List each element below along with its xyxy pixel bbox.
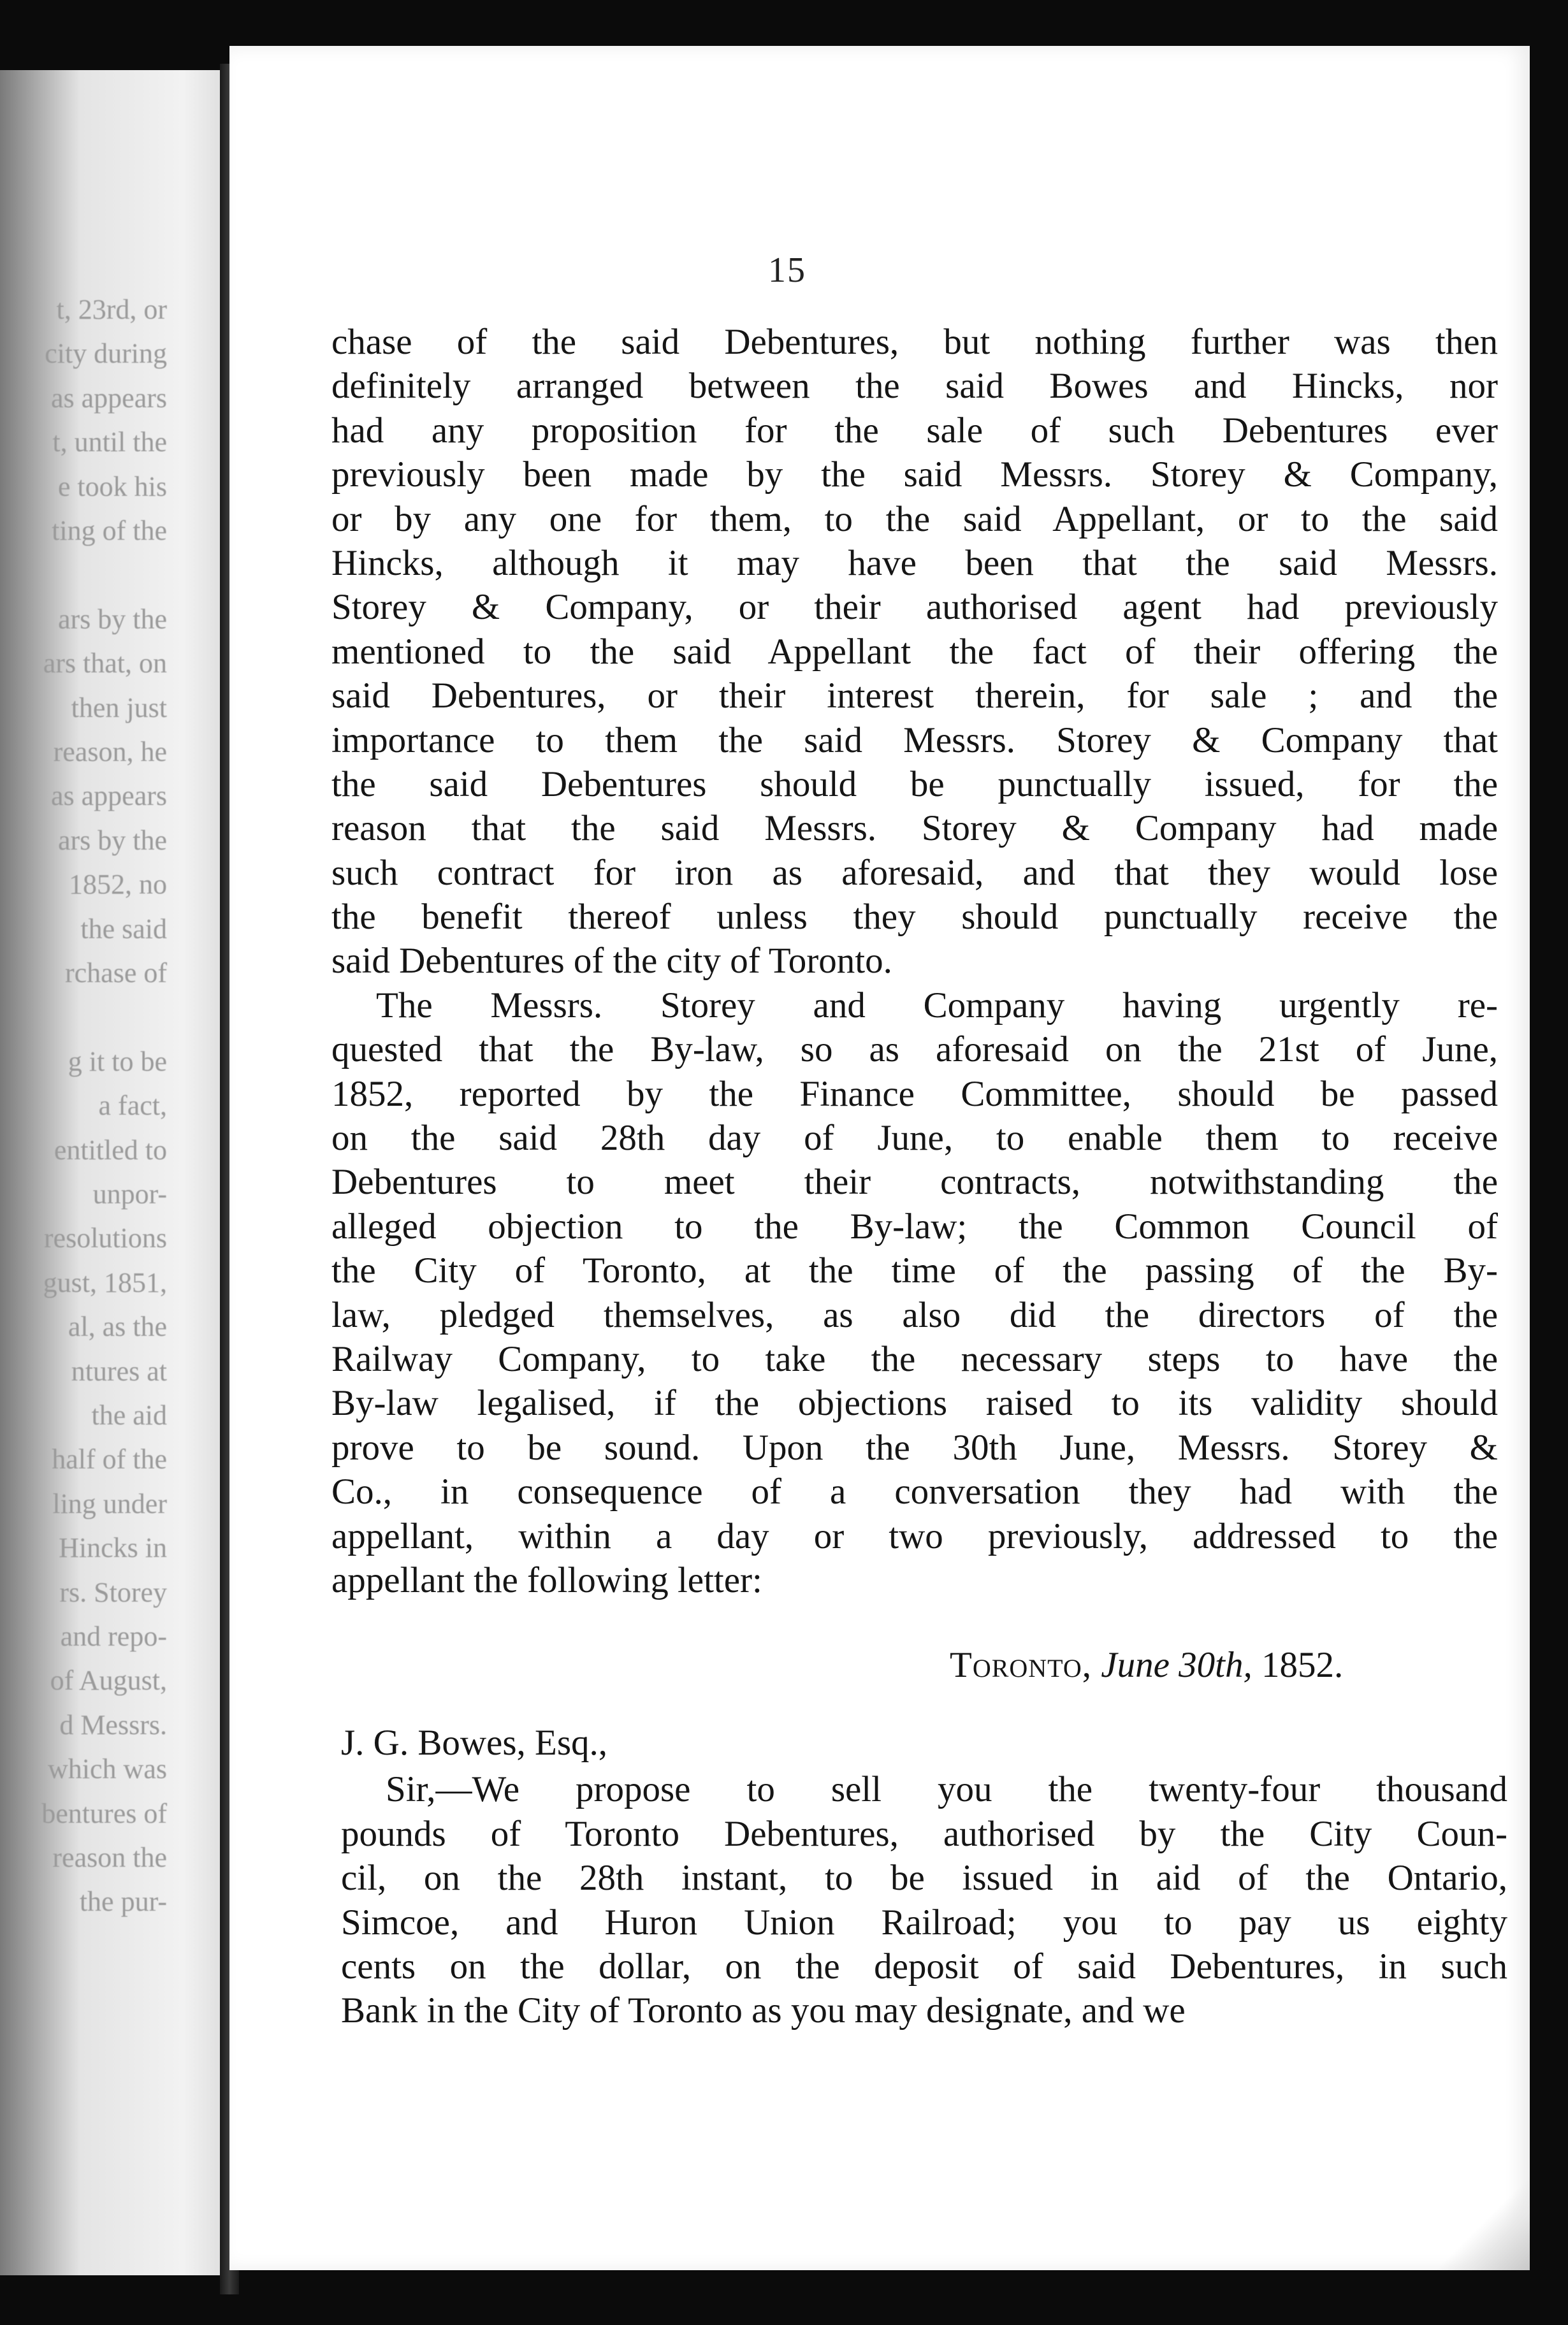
page-number: 15: [768, 250, 806, 290]
letter-line: Sir,—We propose to sell you the twenty-four thousand: [386, 1769, 1507, 1810]
facing-page-fragment: entitled to: [54, 1134, 167, 1166]
text-line: definitely arranged between the said Bowes and Hincks, nor: [331, 366, 1498, 407]
facing-page-fragment: city during: [45, 338, 167, 370]
letter-line: cil, on the 28th instant, to be issued in aid of the Ontario,: [341, 1858, 1507, 1899]
facing-page-fragment: and repo-: [60, 1621, 167, 1652]
letter-line: Bank in the City of Toronto as you may designate, and we: [341, 1990, 1186, 2031]
facing-page-fragment: t, until the: [52, 426, 167, 458]
facing-page-fragment: of August,: [50, 1665, 167, 1697]
book-page: [229, 46, 1530, 2270]
facing-page-fragment: d Messrs.: [59, 1709, 167, 1741]
facing-page-fragment: reason the: [52, 1842, 167, 1873]
text-line: or by any one for them, to the said Appellant, or to the said: [331, 498, 1498, 539]
facing-page-fragment: Hincks in: [59, 1532, 167, 1564]
facing-page-fragment: half of the: [52, 1444, 167, 1475]
text-line: Storey & Company, or their authorised agent had previously: [331, 587, 1498, 628]
dateline-year: 1852.: [1261, 1645, 1344, 1685]
facing-page-bleed-text: [0, 261, 229, 2173]
facing-page-fragment: ars that, on: [43, 648, 167, 679]
text-line: said Debentures of the city of Toronto.: [331, 941, 892, 981]
facing-page-fragment: g it to be: [68, 1045, 167, 1077]
text-line: on the said 28th day of June, to enable them to receive: [331, 1118, 1498, 1159]
facing-page-fragment: resolutions: [43, 1222, 167, 1254]
text-line: the City of Toronto, at the time of the passing of the By-: [331, 1250, 1498, 1291]
facing-page-fragment: e took his: [57, 470, 167, 502]
facing-page-fragment: reason, he: [53, 736, 167, 767]
text-line: Railway Company, to take the necessary steps to have the: [331, 1338, 1498, 1379]
paragraph-1: [331, 320, 1498, 983]
text-line: The Messrs. Storey and Company having urgently re-: [376, 985, 1498, 1025]
facing-page-fragment: 1852, no: [69, 869, 167, 901]
paragraph-2: [331, 983, 1498, 1602]
text-line: chase of the said Debentures, but nothing further was then: [331, 322, 1498, 362]
text-line: prove to be sound. Upon the 30th June, Messrs. Storey &: [331, 1427, 1498, 1468]
text-line: 1852, reported by the Finance Committee, should be passed: [331, 1073, 1498, 1114]
facing-page-fragment: rs. Storey: [59, 1576, 167, 1608]
facing-page-fragment: the aid: [91, 1400, 167, 1431]
facing-page-fragment: t, 23rd, or: [56, 294, 167, 325]
text-line: the said Debentures should be punctually issued, for the: [331, 764, 1498, 804]
text-line: previously been made by the said Messrs. Storey & Company,: [331, 454, 1498, 495]
letter-line: cents on the dollar, on the deposit of said Debentures, in such: [341, 1946, 1507, 1987]
facing-page-fragment: the pur-: [79, 1886, 167, 1918]
text-line: reason that the said Messrs. Storey & Company had made: [331, 808, 1498, 849]
facing-page: [0, 70, 229, 2275]
letter-line: Simcoe, and Huron Union Railroad; you to pay us eighty: [341, 1902, 1507, 1943]
text-line: Debentures to meet their contracts, notwithstanding the: [331, 1162, 1498, 1203]
facing-page-fragment: ting of the: [52, 515, 167, 546]
text-line: the benefit thereof unless they should punctually receive the: [331, 897, 1498, 938]
facing-page-fragment: as appears: [50, 780, 167, 812]
letter-body: [341, 1767, 1507, 2032]
facing-page-fragment: bentures of: [41, 1797, 167, 1829]
body-text: [331, 320, 1498, 1602]
text-line: law, pledged themselves, as also did the directors of the: [331, 1294, 1498, 1335]
text-line: By-law legalised, if the objections raised to its validity should: [331, 1383, 1498, 1424]
facing-page-fragment: rchase of: [64, 957, 167, 989]
dateline-date: June 30th,: [1101, 1645, 1252, 1685]
letter-line: pounds of Toronto Debentures, authorised by the City Coun-: [341, 1813, 1507, 1854]
facing-page-fragment: ntures at: [71, 1355, 167, 1387]
text-line: Hincks, although it may have been that the said Messrs.: [331, 542, 1498, 583]
text-line: Co., in consequence of a conversation they had with the: [331, 1472, 1498, 1512]
text-line: alleged objection to the By-law; the Common Council of: [331, 1206, 1498, 1247]
letter-salutation: J. G. Bowes, Esq.,: [341, 1723, 608, 1763]
letter: [341, 1721, 1507, 2033]
facing-page-fragment: al, as the: [68, 1311, 167, 1343]
text-line: appellant the following letter:: [331, 1560, 762, 1600]
facing-page-fragment: gust, 1851,: [43, 1266, 167, 1298]
facing-page-fragment: a fact,: [98, 1090, 167, 1122]
facing-page-fragment: ars by the: [57, 824, 167, 856]
letter-dateline: [950, 1644, 1343, 1686]
facing-page-fragment: then just: [71, 692, 167, 723]
facing-page-fragment: unpor-: [92, 1178, 167, 1210]
text-line: said Debentures, or their interest therein, for sale ; and the: [331, 676, 1498, 716]
text-line: appellant, within a day or two previously, addressed to the: [331, 1516, 1498, 1556]
facing-page-fragment: which was: [48, 1753, 167, 1785]
facing-page-fragment: as appears: [50, 382, 167, 414]
facing-page-fragment: the said: [80, 913, 167, 945]
text-line: had any proposition for the sale of such Debentures ever: [331, 410, 1498, 451]
page-corner-curl: [1421, 2143, 1530, 2270]
text-line: importance to them the said Messrs. Storey & Company that: [331, 720, 1498, 760]
facing-page-fragment: ars by the: [57, 603, 167, 635]
text-line: quested that the By-law, so as aforesaid on the 21st of June,: [331, 1029, 1498, 1070]
facing-page-fragment: ling under: [52, 1488, 167, 1519]
text-line: such contract for iron as aforesaid, and that they would lose: [331, 852, 1498, 893]
text-line: mentioned to the said Appellant the fact of their offering the: [331, 631, 1498, 672]
dateline-place: Toronto,: [950, 1645, 1093, 1685]
